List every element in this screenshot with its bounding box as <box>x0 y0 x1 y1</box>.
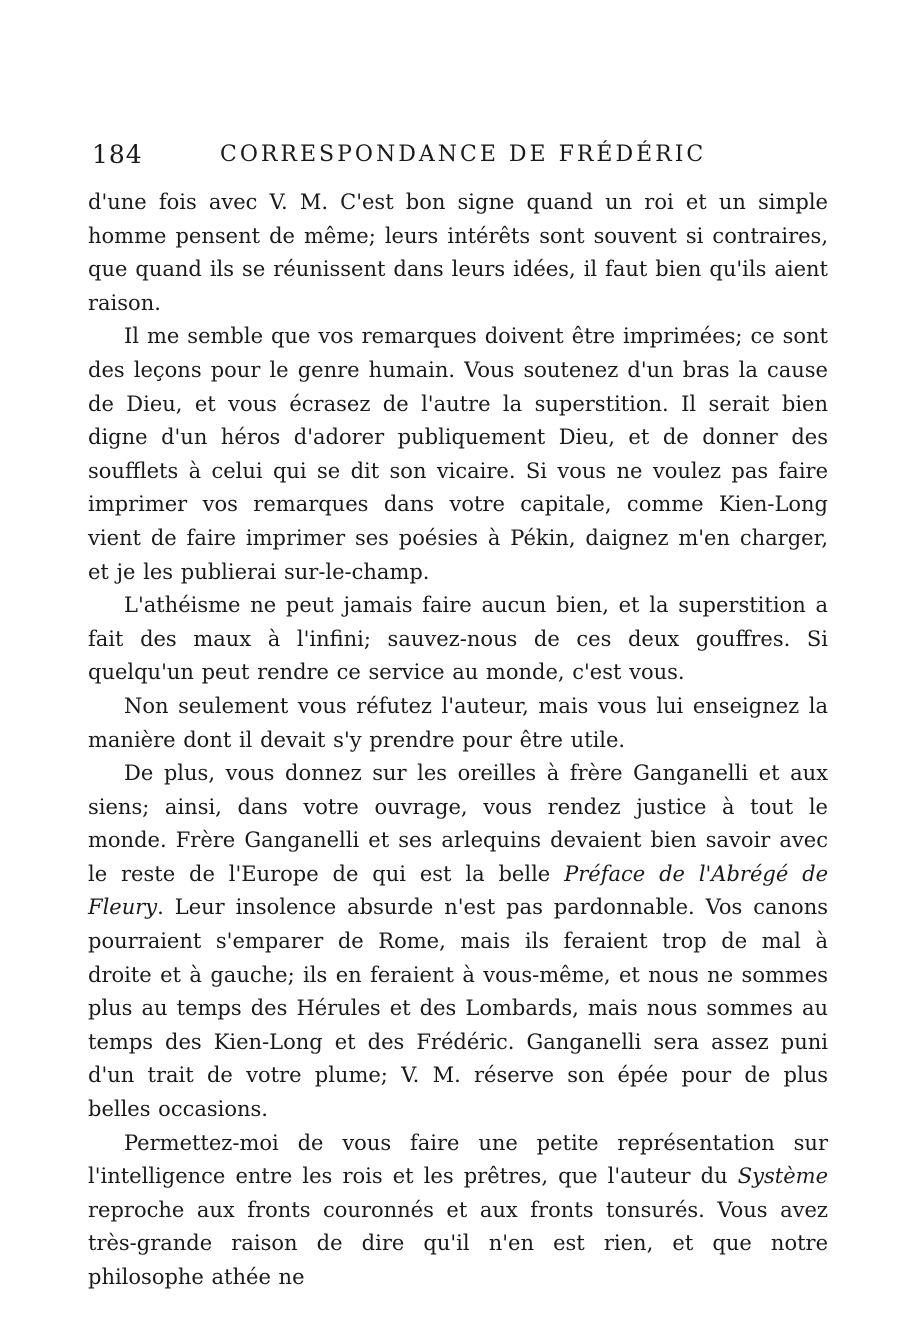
paragraph-text: Il me semble que vos remarques doivent être imprimées; ce sont des leçons pour le genre humain. Vous soutenez d'un bras la cause de Dieu, et vous écrasez de l'autre la superstition. Il serait bien digne d'un héros d'adorer publiquement Dieu, et de donner des soufflets à celui qui se dit son vicaire. Si vous ne voulez pas faire imprimer vos remarques dans votre capitale, comme Kien-Long vient de faire imprimer ses poésies à Pékin, daignez m'en charger, et je les publierai sur-le-champ. <box>88 324 828 584</box>
running-title: CORRESPONDANCE DE FRÉDÉRIC <box>220 142 707 167</box>
book-title-italic: Système <box>737 1164 828 1189</box>
paragraph-text: L'athéisme ne peut jamais faire aucun bien, et la superstition a fait des maux à l'infini; sauvez-nous de ces deux gouffres. Si quelqu'un peut rendre ce service au monde, c'est vous. <box>88 593 828 685</box>
paragraph-text: Permettez-moi de vous faire une petite représentation sur l'intelligence entre les rois et les prêtres, que l'auteur du <box>88 1130 828 1189</box>
paragraph-3 <box>88 589 828 690</box>
paragraph-2 <box>88 320 828 589</box>
paragraph-5 <box>88 757 828 1127</box>
body-text <box>88 186 828 1295</box>
paragraph-text: . Leur insolence absurde n'est pas pardonnable. Vos canons pourraient s'emparer de Rome, mais ils feraient trop de mal à droite et à gauche; ils en feraient à vous-même, et nous ne sommes plus au temps des Hérules et des Lombards, mais nous sommes au temps des Kien-Long et des Frédéric. Ganganelli sera assez puni d'un trait de votre plume; V. M. réserve son épée pour de plus belles occasions. <box>88 895 828 1122</box>
paragraph-text: reproche aux fronts couronnés et aux fronts tonsurés. Vous avez très-grande raison de dire qu'il n'en est rien, et que notre philosophe athée ne <box>88 1197 828 1289</box>
paragraph-4 <box>88 690 828 757</box>
paragraph-text: Non seulement vous réfutez l'auteur, mais vous lui enseignez la manière dont il devait s'y prendre pour être utile. <box>88 693 828 752</box>
paragraph-text: De plus, vous donnez sur les oreilles à frère Ganganelli et aux siens; ainsi, dans votre ouvrage, vous rendez justice à tout le monde. Frère Ganganelli et ses arlequins devaient bien savoir avec le reste de l'Europe de qui est la belle <box>88 761 828 886</box>
paragraph-6 <box>88 1127 828 1295</box>
running-head <box>92 140 832 170</box>
paragraph-text: d'une fois avec V. M. C'est bon signe quand un roi et un simple homme pensent de même; leurs intérêts sont souvent si contraires, que quand ils se réunissent dans leurs idées, il faut bien qu'ils aient raison. <box>88 190 828 315</box>
paragraph-1 <box>88 186 828 320</box>
book-title-italic: Préface de l'Abrégé de Fleury <box>88 861 829 920</box>
page-number: 184 <box>92 140 143 169</box>
